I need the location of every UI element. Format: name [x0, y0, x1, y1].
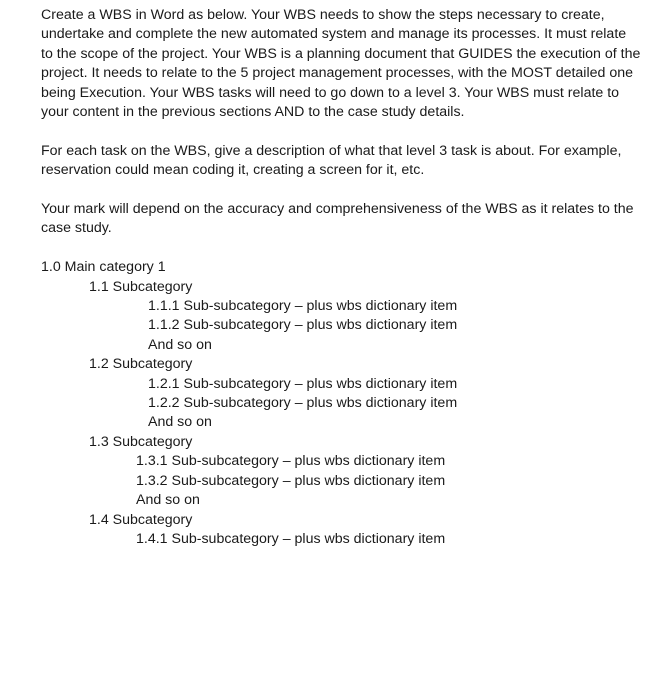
wbs-item-1-4-1: 1.4.1 Sub-subcategory – plus wbs dictionary item [136, 530, 446, 547]
wbs-item-1-3-1: 1.3.1 Sub-subcategory – plus wbs dictionary item [136, 453, 446, 470]
wbs-item-1-2-1: 1.2.1 Sub-subcategory – plus wbs dictionary item [148, 375, 458, 392]
wbs-item-1-1-1: 1.1.1 Sub-subcategory – plus wbs dictionary item [148, 298, 458, 315]
wbs-subcategory-1-1: 1.1 Subcategory [89, 278, 193, 295]
instructions-paragraph-2: For each task on the WBS, give a description of what that level 3 task is about. For example, reservation could mean coding it, creating a screen for it, etc. [41, 142, 622, 179]
instructions-paragraph-1: Create a WBS in Word as below. Your WBS needs to show the steps necessary to create, undertake and complete the new automated system and manage its processes. It must relate to the scope of the project. Your WBS is a planning document that GUIDES the execution of the project. It needs to relate to the 5 project management processes, with the MOST detailed one being Execution. Your WBS tasks will need to go down to a level 3. Your WBS must relate to your content in the previous sections AND to the case study details. [41, 7, 641, 121]
wbs-and-so-on: And so on [148, 336, 212, 353]
wbs-subcategory-1-4: 1.4 Subcategory [89, 511, 193, 528]
wbs-subcategory-1-2: 1.2 Subcategory [89, 356, 193, 373]
wbs-item-1-2-2: 1.2.2 Sub-subcategory – plus wbs dictionary item [148, 395, 458, 412]
paragraph-spacer [41, 181, 641, 200]
wbs-main-category: 1.0 Main category 1 [41, 259, 166, 276]
instructions-paragraph-3: Your mark will depend on the accuracy and comprehensiveness of the WBS as it relates to the case study. [41, 201, 634, 237]
wbs-and-so-on: And so on [148, 414, 212, 431]
wbs-and-so-on: And so on [136, 492, 200, 509]
wbs-item-1-3-2: 1.3.2 Sub-subcategory – plus wbs dictionary item [136, 472, 446, 489]
wbs-item-1-1-2: 1.1.2 Sub-subcategory – plus wbs dictionary item [148, 317, 458, 334]
paragraph-spacer [41, 122, 641, 141]
paragraph-spacer [41, 239, 641, 258]
wbs-outline [41, 258, 641, 549]
wbs-subcategory-1-3: 1.3 Subcategory [89, 433, 193, 450]
document-body [41, 6, 641, 549]
